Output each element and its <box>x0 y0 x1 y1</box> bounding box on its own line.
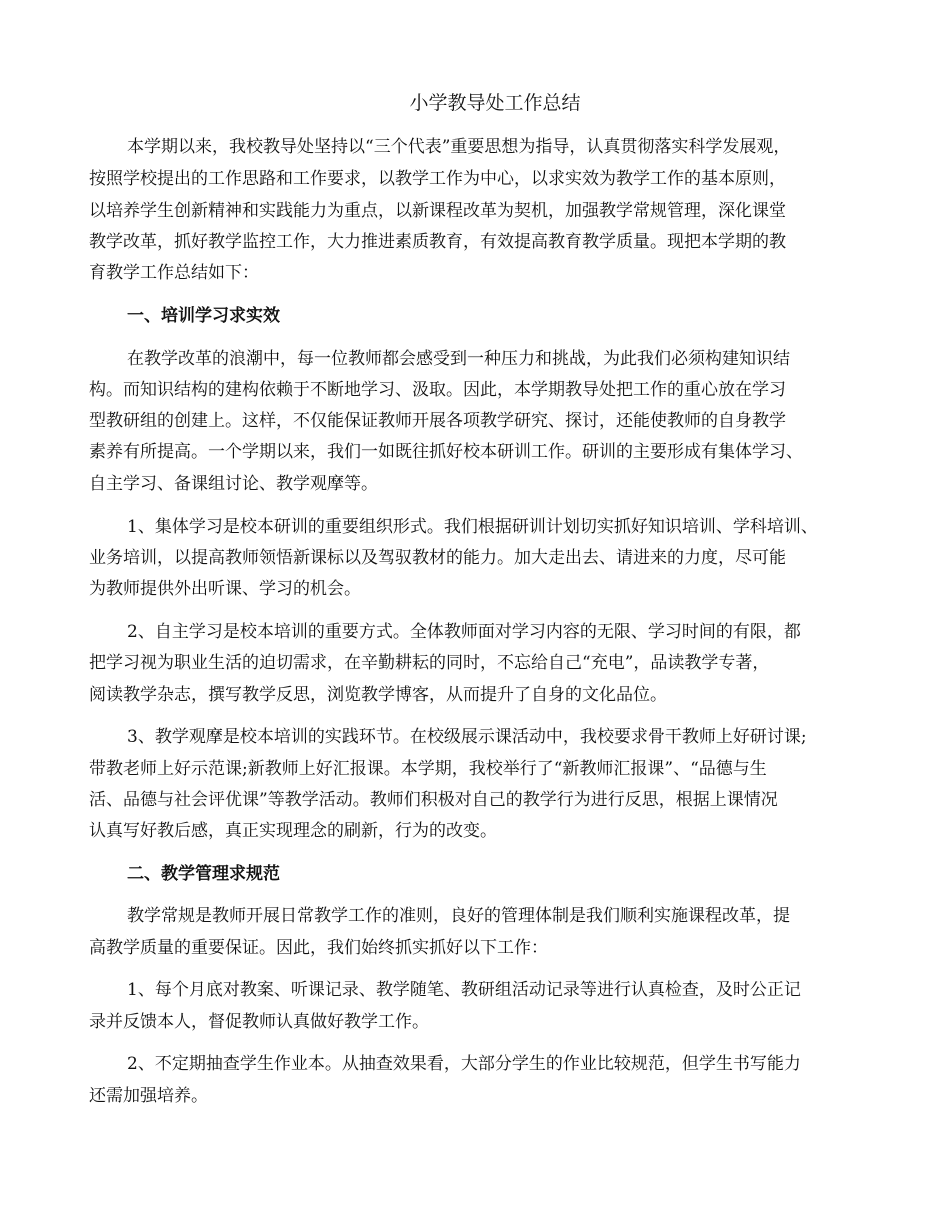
intro-line: 以培养学生创新精神和实践能力为重点，以新课程改革为契机，加强教学常规管理，深化课堂 <box>89 201 786 221</box>
item1-line: 业务培训，以提高教师领悟新课标以及驾驭教材的能力。加大走出去、请进来的力度，尽可能 <box>89 548 786 568</box>
intro-line: 教学改革，抓好教学监控工作，大力推进素质教育，有效提高教育教学质量。现把本学期的教 <box>89 232 786 252</box>
item2-line: 2、自主学习是校本培训的重要方式。全体教师面对学习内容的无限、学习时间的有限，都 <box>127 622 801 642</box>
item1-line: 为教师提供外出听课、学习的机会。 <box>89 579 361 599</box>
mgmt1-line: 1、每个月底对教案、听课记录、教学随笔、教研组活动记录等进行认真检查，及时公正记 <box>127 980 801 1000</box>
section-heading-training: 一、培训学习求实效 <box>127 306 280 326</box>
section1-line: 型教研组的创建上。这样，不仅能保证教师开展各项教学研究、探讨，还能使教师的自身教学 <box>89 411 786 431</box>
section-heading-management: 二、教学管理求规范 <box>127 864 280 884</box>
section1-line: 自主学习、备课组讨论、教学观摩等。 <box>89 474 378 494</box>
item3-line: 带教老师上好示范课;新教师上好汇报课。本学期，我校举行了“新教师汇报课”、“品德与生 <box>89 759 767 779</box>
item3-line: 认真写好教后感，真正实现理念的刷新，行为的改变。 <box>89 821 497 841</box>
section1-line: 构。而知识结构的建构依赖于不断地学习、汲取。因此，本学期教导处把工作的重心放在学习 <box>89 380 786 400</box>
intro-line: 本学期以来，我校教导处坚持以“三个代表”重要思想为指导，认真贯彻落实科学发展观， <box>127 137 791 157</box>
mgmt1-line: 录并反馈本人，督促教师认真做好教学工作。 <box>89 1012 429 1032</box>
item3-line: 3、教学观摩是校本培训的实践环节。在校级展示课活动中，我校要求骨干教师上好研讨课; <box>127 727 807 747</box>
item2-line: 把学习视为职业生活的迫切需求，在辛勤耕耘的同时，不忘给自己“充电”，品读教学专著， <box>89 653 770 673</box>
item1-line: 1、集体学习是校本研训的重要组织形式。我们根据研训计划切实抓好知识培训、学科培训、 <box>127 517 818 537</box>
item2-line: 阅读教学杂志，撰写教学反思，浏览教学博客，从而提升了自身的文化品位。 <box>89 685 667 705</box>
section2-line: 高教学质量的重要保证。因此，我们始终抓实抓好以下工作： <box>89 938 548 958</box>
mgmt2-line: 还需加强培养。 <box>89 1086 208 1106</box>
section1-line: 在教学改革的浪潮中，每一位教师都会感受到一种压力和挑战，为此我们必须构建知识结 <box>127 349 790 369</box>
intro-line: 按照学校提出的工作思路和工作要求，以教学工作为中心，以求实效为教学工作的基本原则， <box>89 169 786 189</box>
item3-line: 活、品德与社会评优课”等教学活动。教师们积极对自己的教学行为进行反思，根据上课情况 <box>89 790 778 810</box>
mgmt2-line: 2、不定期抽查学生作业本。从抽查效果看，大部分学生的作业比较规范，但学生书写能力 <box>127 1054 801 1074</box>
section1-line: 素养有所提高。一个学期以来，我们一如既往抓好校本研训工作。研训的主要形成有集体学习、 <box>89 442 803 462</box>
section2-line: 教学常规是教师开展日常教学工作的准则，良好的管理体制是我们顺利实施课程改革，提 <box>127 906 790 926</box>
document-title: 小学教导处工作总结 <box>409 92 581 114</box>
intro-line: 育教学工作总结如下： <box>89 263 259 283</box>
